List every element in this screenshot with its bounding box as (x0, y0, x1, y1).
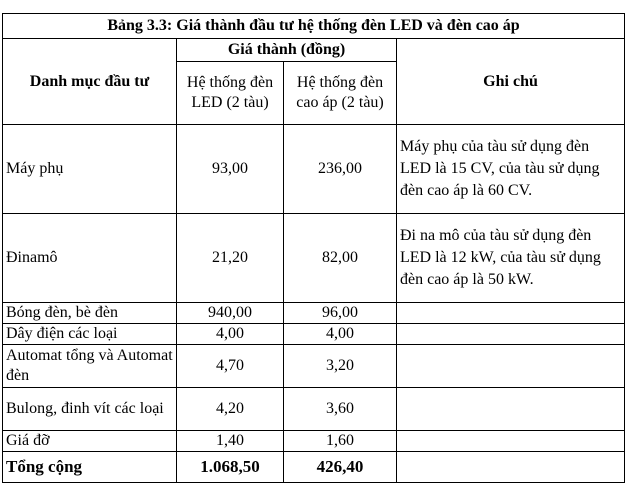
table-row (3, 431, 625, 452)
table-row (3, 388, 625, 431)
table-title: Bảng 3.3: Giá thành đầu tư hệ thống đèn LED và đèn cao áp (3, 14, 625, 39)
row-note: Máy phụ của tàu sử dụng đèn LED là 15 CV, của tàu sử dụng đèn cao áp là 60 CV. (397, 125, 625, 214)
header-row-1 (3, 39, 625, 62)
table-title-row (3, 14, 625, 39)
row-name: Automat tổng và Automat đèn (3, 345, 177, 388)
row-note (397, 431, 625, 452)
header-price-group: Giá thành (đồng) (177, 39, 397, 62)
row-high-pressure-value: 3,60 (284, 388, 397, 431)
table-row (3, 324, 625, 345)
row-led-value: 21,20 (177, 214, 284, 303)
header-note: Ghi chú (397, 39, 625, 125)
row-high-pressure-value: 1,60 (284, 431, 397, 452)
row-note (397, 324, 625, 345)
row-led-value: 4,00 (177, 324, 284, 345)
row-high-pressure-value: 4,00 (284, 324, 397, 345)
investment-cost-table (2, 13, 625, 483)
row-name: Bóng đèn, bè đèn (3, 303, 177, 324)
row-note (397, 303, 625, 324)
row-led-value: 4,70 (177, 345, 284, 388)
header-high-pressure: Hệ thống đèn cao áp (2 tàu) (284, 62, 397, 125)
row-name: Bulong, đinh vít các loại (3, 388, 177, 431)
total-label: Tổng cộng (3, 452, 177, 483)
row-high-pressure-value: 82,00 (284, 214, 397, 303)
header-led: Hệ thống đèn LED (2 tàu) (177, 62, 284, 125)
header-category: Danh mục đầu tư (3, 39, 177, 125)
total-row (3, 452, 625, 483)
row-note: Đi na mô của tàu sử dụng đèn LED là 12 kW, của tàu sử dụng đèn cao áp là 50 kW. (397, 214, 625, 303)
row-note (397, 388, 625, 431)
row-name: Đinamô (3, 214, 177, 303)
table-row (3, 125, 625, 214)
table-row (3, 345, 625, 388)
table-row (3, 303, 625, 324)
row-led-value: 4,20 (177, 388, 284, 431)
table-row (3, 214, 625, 303)
row-led-value: 940,00 (177, 303, 284, 324)
row-high-pressure-value: 96,00 (284, 303, 397, 324)
row-name: Máy phụ (3, 125, 177, 214)
total-led-value: 1.068,50 (177, 452, 284, 483)
row-led-value: 93,00 (177, 125, 284, 214)
row-led-value: 1,40 (177, 431, 284, 452)
total-note (397, 452, 625, 483)
row-name: Dây điện các loại (3, 324, 177, 345)
row-high-pressure-value: 3,20 (284, 345, 397, 388)
row-name: Giá đỡ (3, 431, 177, 452)
row-high-pressure-value: 236,00 (284, 125, 397, 214)
row-note (397, 345, 625, 388)
total-high-pressure-value: 426,40 (284, 452, 397, 483)
